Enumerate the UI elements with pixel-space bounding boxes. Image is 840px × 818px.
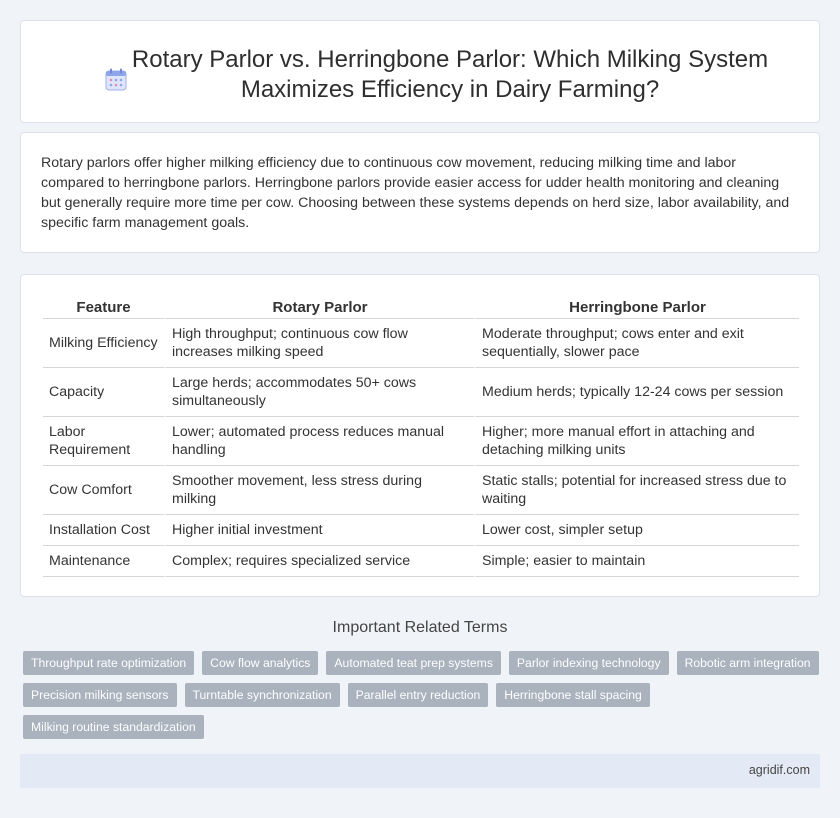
related-term-tag[interactable]: Parallel entry reduction (348, 683, 489, 707)
table-header-row (43, 295, 799, 319)
comparison-table (43, 295, 799, 577)
herringbone-cell: Simple; easier to maintain (474, 546, 799, 577)
column-header: Rotary Parlor (164, 295, 474, 319)
herringbone-cell: Medium herds; typically 12-24 cows per session (474, 368, 799, 417)
related-term-tag[interactable]: Milking routine standardization (23, 715, 204, 739)
feature-cell: Capacity (43, 368, 164, 417)
footer (20, 754, 820, 788)
intro-paragraph: Rotary parlors offer higher milking efficiency due to continuous cow movement, reducing milking time and labor compared to herringbone parlors. Herringbone parlors provide easier access for udder health monitoring and cleaning but generally require more time per cow. Choosing between these systems depends on herd size, labor availability, and specific farm management goals. (41, 155, 790, 231)
table-row (43, 417, 799, 466)
related-term-tag[interactable]: Robotic arm integration (677, 651, 819, 675)
table-row (43, 319, 799, 368)
rotary-cell: Complex; requires specialized service (164, 546, 474, 577)
comparison-card (20, 274, 820, 597)
rotary-cell: Large herds; accommodates 50+ cows simultaneously (164, 368, 474, 417)
herringbone-cell: Moderate throughput; cows enter and exit sequentially, slower pace (474, 319, 799, 368)
feature-cell: Installation Cost (43, 515, 164, 546)
feature-cell: Cow Comfort (43, 466, 164, 515)
page-title: Rotary Parlor vs. Herringbone Parlor: Which Milking System Maximizes Efficiency in Dairy Farming? (131, 46, 769, 103)
column-header: Feature (43, 295, 164, 319)
rotary-cell: Lower; automated process reduces manual handling (164, 417, 474, 466)
rotary-cell: Smoother movement, less stress during milking (164, 466, 474, 515)
herringbone-cell: Lower cost, simpler setup (474, 515, 799, 546)
related-terms-list (23, 651, 823, 739)
feature-cell: Milking Efficiency (43, 319, 164, 368)
herringbone-cell: Higher; more manual effort in attaching and detaching milking units (474, 417, 799, 466)
table-row (43, 466, 799, 515)
table-row (43, 515, 799, 546)
related-term-tag[interactable]: Precision milking sensors (23, 683, 177, 707)
footer-site-link[interactable]: agridif.com (748, 763, 810, 777)
related-term-tag[interactable]: Herringbone stall spacing (496, 683, 650, 707)
intro-card (20, 132, 820, 253)
rotary-cell: High throughput; continuous cow flow increases milking speed (164, 319, 474, 368)
related-term-tag[interactable]: Turntable synchronization (185, 683, 340, 707)
related-terms-heading: Important Related Terms (332, 619, 508, 636)
feature-cell: Labor Requirement (43, 417, 164, 466)
table-row (43, 368, 799, 417)
related-term-tag[interactable]: Throughput rate optimization (23, 651, 194, 675)
related-term-tag[interactable]: Automated teat prep systems (326, 651, 501, 675)
column-header: Herringbone Parlor (474, 295, 799, 319)
feature-cell: Maintenance (43, 546, 164, 577)
table-row (43, 546, 799, 577)
herringbone-cell: Static stalls; potential for increased stress due to waiting (474, 466, 799, 515)
related-term-tag[interactable]: Cow flow analytics (202, 651, 318, 675)
related-term-tag[interactable]: Parlor indexing technology (509, 651, 669, 675)
rotary-cell: Higher initial investment (164, 515, 474, 546)
title-card (20, 20, 820, 123)
